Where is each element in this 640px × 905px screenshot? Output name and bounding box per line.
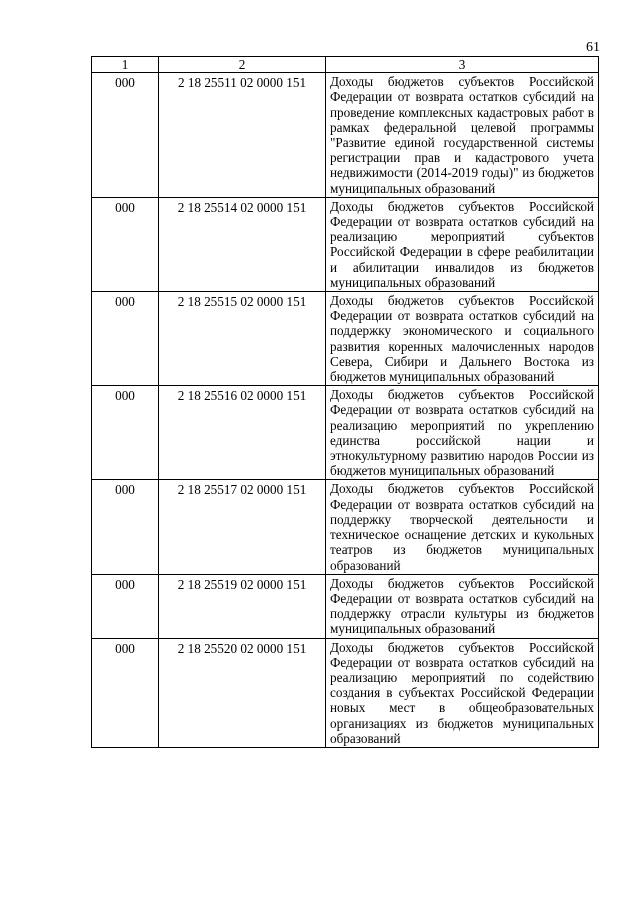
admin-code-cell: 000 bbox=[92, 480, 159, 574]
admin-code-cell: 000 bbox=[92, 292, 159, 386]
description-cell: Доходы бюджетов субъектов Российской Федерации от возврата остатков субсидий на реализацию мероприятий по укреплению единства российской нации и этнокультурному развитию народов России из бюджетов муниципальных образований bbox=[326, 386, 599, 480]
description-cell: Доходы бюджетов субъектов Российской Федерации от возврата остатков субсидий на поддержку творческой деятельности и техническое оснащение детских и кукольных театров из бюджетов муниципальных образований bbox=[326, 480, 599, 574]
budget-code-cell: 2 18 25515 02 0000 151 bbox=[159, 292, 326, 386]
description-cell: Доходы бюджетов субъектов Российской Федерации от возврата остатков субсидий на проведение комплексных кадастровых работ в рамках федеральной целевой программы "Развитие единой государственной системы регистрации прав и кадастрового учета недвижимости (2014-2019 годы)" из бюджетов муниципальных образований bbox=[326, 73, 599, 198]
budget-code-cell: 2 18 25517 02 0000 151 bbox=[159, 480, 326, 574]
admin-code-cell: 000 bbox=[92, 197, 159, 291]
budget-code-cell: 2 18 25516 02 0000 151 bbox=[159, 386, 326, 480]
table-row bbox=[92, 197, 599, 291]
budget-classification-table bbox=[91, 56, 599, 748]
admin-code-cell: 000 bbox=[92, 386, 159, 480]
table-body bbox=[92, 73, 599, 748]
table-header bbox=[92, 57, 599, 73]
table-row bbox=[92, 386, 599, 480]
description-cell: Доходы бюджетов субъектов Российской Федерации от возврата остатков субсидий на поддержку экономического и социального развития коренных малочисленных народов Севера, Сибири и Дальнего Востока из бюджетов муниципальных образований bbox=[326, 292, 599, 386]
header-row bbox=[92, 57, 599, 73]
budget-code-cell: 2 18 25520 02 0000 151 bbox=[159, 638, 326, 747]
budget-code-cell: 2 18 25511 02 0000 151 bbox=[159, 73, 326, 198]
admin-code-cell: 000 bbox=[92, 574, 159, 638]
description-cell: Доходы бюджетов субъектов Российской Федерации от возврата остатков субсидий на поддержку отрасли культуры из бюджетов муниципальных образований bbox=[326, 574, 599, 638]
column-header-3: 3 bbox=[326, 57, 599, 73]
admin-code-cell: 000 bbox=[92, 638, 159, 747]
page-number: 61 bbox=[586, 40, 600, 55]
table-row bbox=[92, 292, 599, 386]
column-header-2: 2 bbox=[159, 57, 326, 73]
table-row bbox=[92, 480, 599, 574]
budget-code-cell: 2 18 25519 02 0000 151 bbox=[159, 574, 326, 638]
table-row bbox=[92, 638, 599, 747]
column-header-1: 1 bbox=[92, 57, 159, 73]
admin-code-cell: 000 bbox=[92, 73, 159, 198]
table-row bbox=[92, 574, 599, 638]
description-cell: Доходы бюджетов субъектов Российской Федерации от возврата остатков субсидий на реализацию мероприятий субъектов Российской Федерации в сфере реабилитации и абилитации инвалидов из бюджетов муниципальных образований bbox=[326, 197, 599, 291]
table-row bbox=[92, 73, 599, 198]
description-cell: Доходы бюджетов субъектов Российской Федерации от возврата остатков субсидий на реализацию мероприятий по содействию создания в субъектах Российской Федерации новых мест в общеобразовательных организациях из бюджетов муниципальных образований bbox=[326, 638, 599, 747]
budget-code-cell: 2 18 25514 02 0000 151 bbox=[159, 197, 326, 291]
